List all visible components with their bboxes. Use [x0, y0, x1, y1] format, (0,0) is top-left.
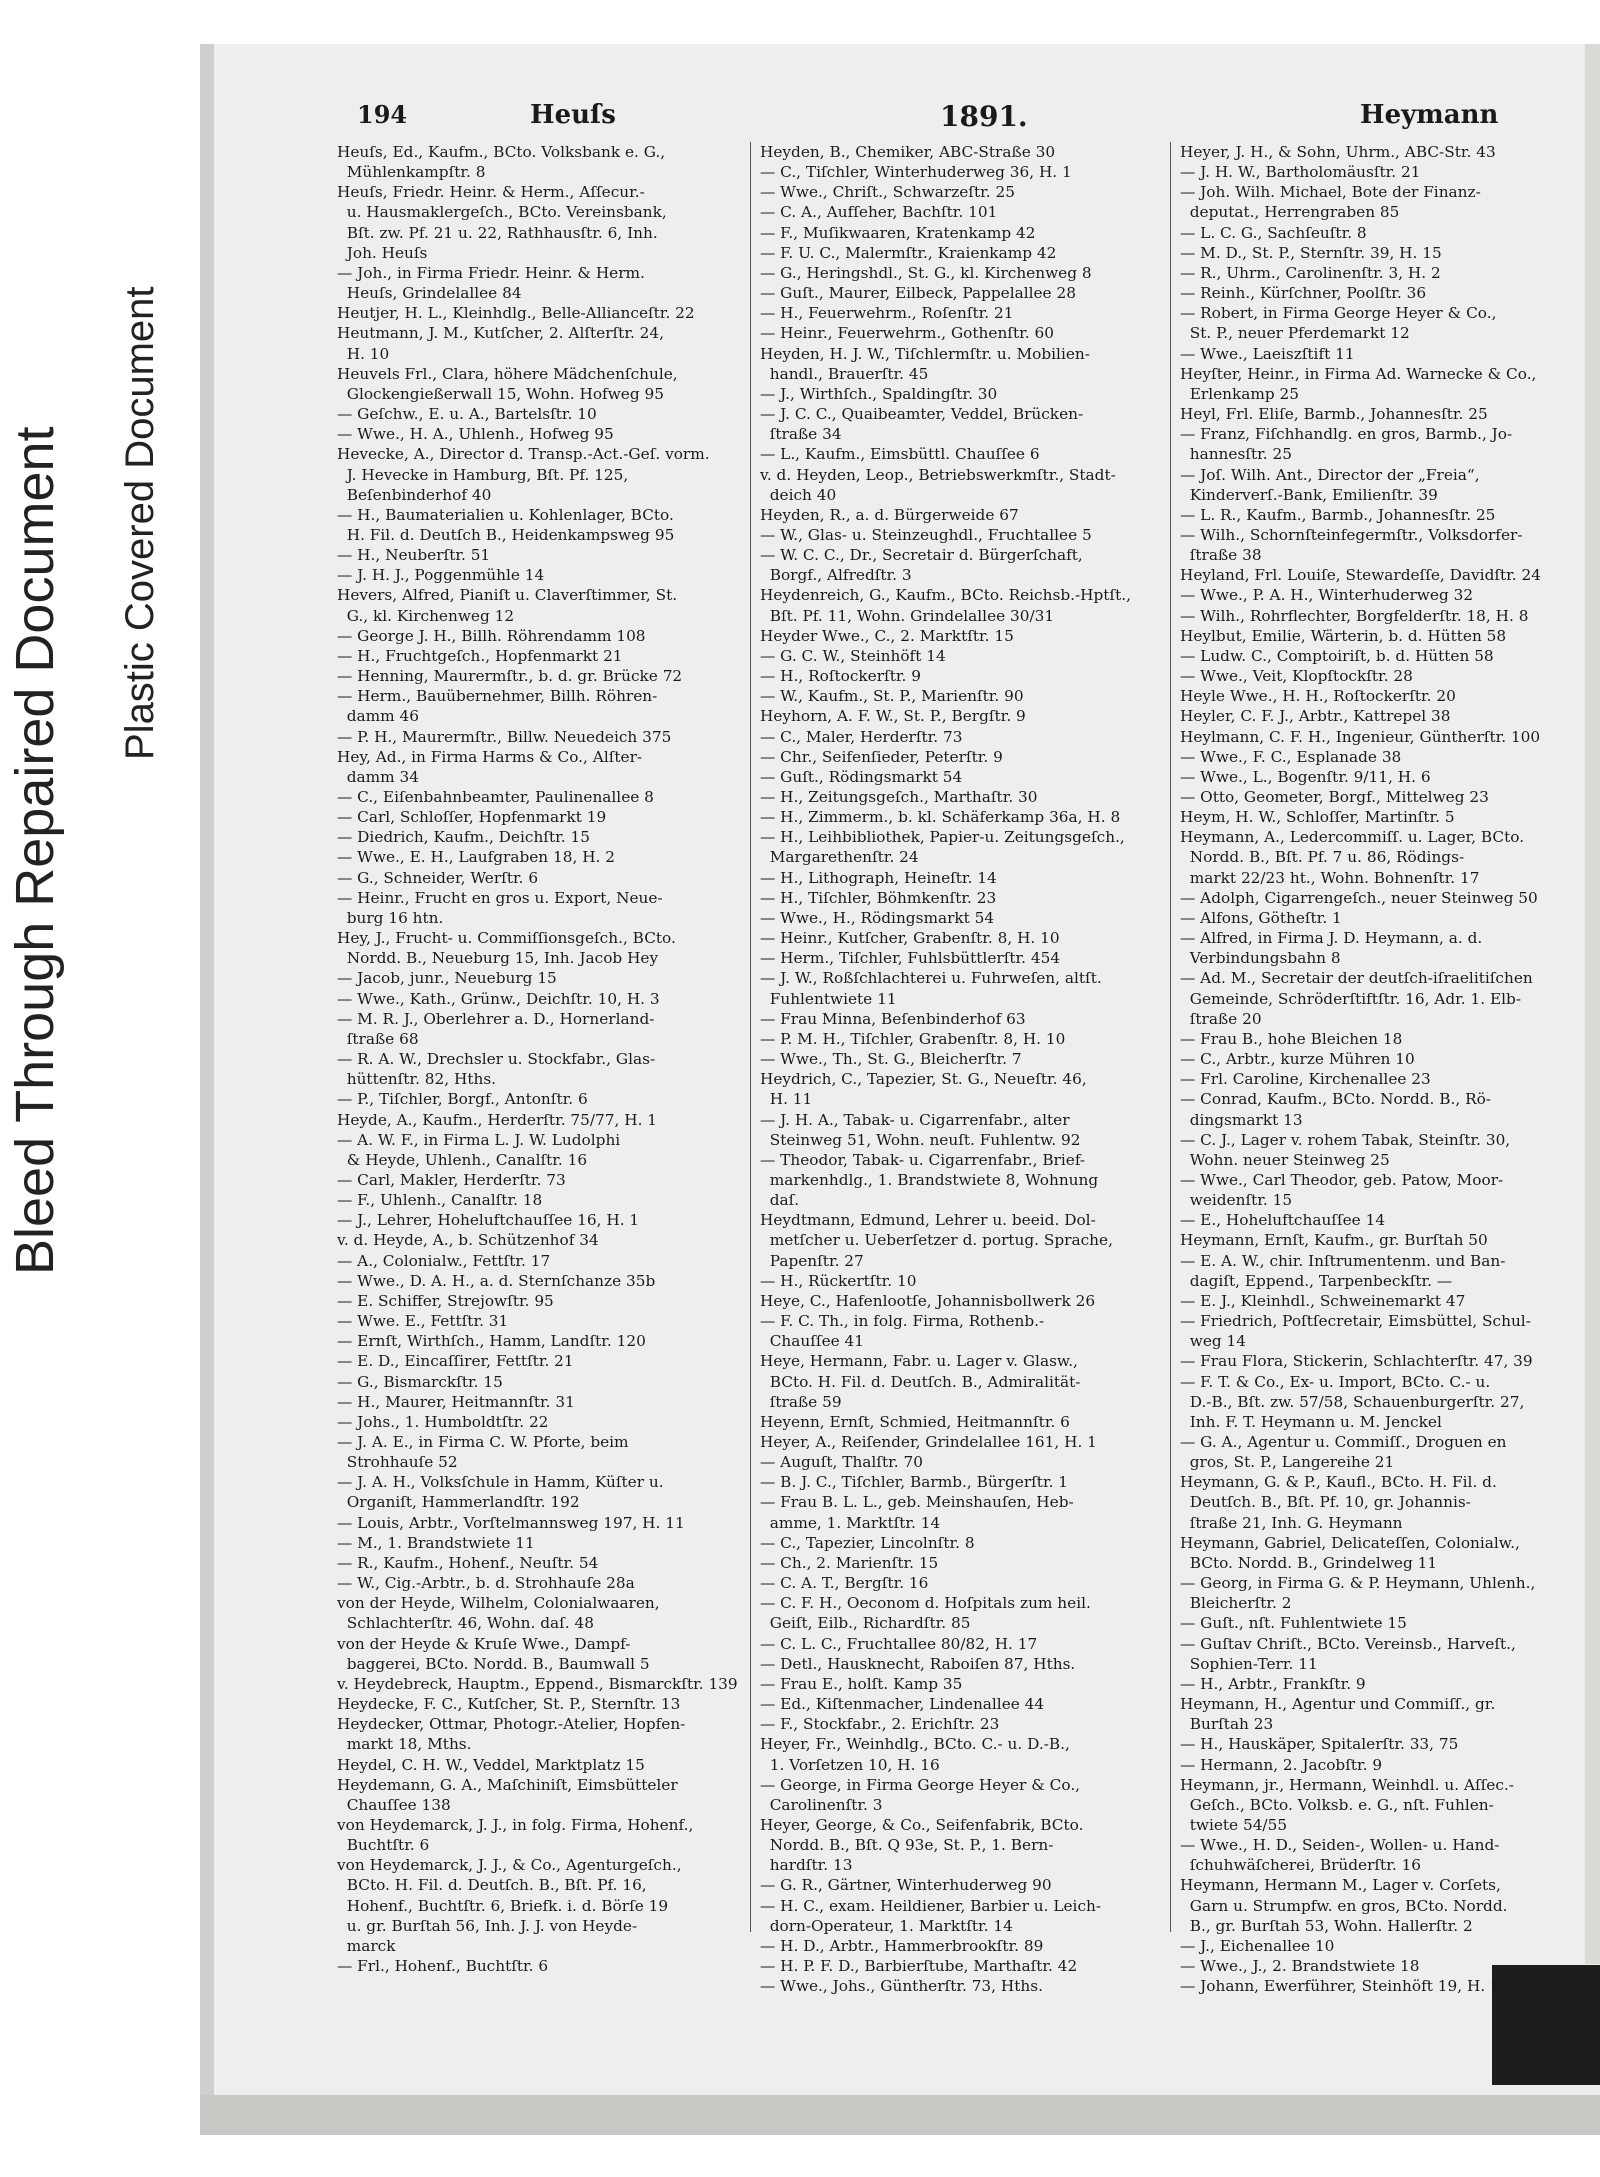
directory-entry: Joh. Heuſs — [337, 243, 428, 262]
directory-entry: — E., Hoheluftchauſſee 14 — [1180, 1211, 1386, 1230]
directory-entry: — H. D., Arbtr., Hammerbrookſtr. 89 — [760, 1936, 1044, 1955]
directory-entry: — Guſt., nſt. Fuhlentwiete 15 — [1180, 1614, 1407, 1633]
directory-entry: Chauſſee 41 — [760, 1332, 865, 1351]
directory-entry: BCto. Nordd. B., Grindelweg 11 — [1180, 1553, 1438, 1572]
directory-entry: — Georg, in Firma G. & P. Heymann, Uhlenh., — [1180, 1574, 1536, 1593]
directory-entry: — Chr., Seifenſieder, Peterſtr. 9 — [760, 747, 1003, 766]
directory-entry: — W., Kaufm., St. P., Marienſtr. 90 — [760, 687, 1024, 706]
directory-entry: gros, St. P., Langereihe 21 — [1180, 1453, 1395, 1472]
directory-entry: Hey, Ad., in Firma Harms & Co., Alſter- — [337, 747, 643, 766]
directory-entry: Heyl, Frl. Eliſe, Barmb., Johannesſtr. 25 — [1180, 405, 1488, 424]
directory-entry: — H., Arbtr., Frankſtr. 9 — [1180, 1674, 1366, 1693]
directory-entry: — H., Zimmerm., b. kl. Schäferkamp 36a, H. 8 — [760, 808, 1121, 827]
directory-entry: Heutmann, J. M., Kutſcher, 2. Alſterſtr. 24, — [337, 324, 665, 343]
directory-entry: damm 46 — [337, 707, 419, 726]
directory-entry: — H. P. F. D., Barbierſtube, Marthaſtr. 42 — [760, 1957, 1078, 1976]
directory-entry: — C., Tapezier, Lincolnſtr. 8 — [760, 1533, 975, 1552]
directory-entry: Heyde, A., Kaufm., Herderſtr. 75/77, H. 1 — [337, 1110, 658, 1129]
directory-entry: — L., Kaufm., Eimsbüttl. Chauſſee 6 — [760, 445, 1040, 464]
directory-entry: — Johs., 1. Humboldtſtr. 22 — [337, 1412, 549, 1431]
directory-entry: Heymann, jr., Hermann, Weinhdl. u. Aſſec.- — [1180, 1775, 1514, 1794]
directory-entry: — F., Muſikwaaren, Kratenkamp 42 — [760, 223, 1036, 242]
directory-entry: BCto. H. Fil. d. Deutſch. B., Bſt. Pf. 16, — [337, 1876, 647, 1895]
directory-entry: Heye, Hermann, Fabr. u. Lager v. Glasw., — [760, 1352, 1078, 1371]
directory-entry: — J. W., Roßſchlachterei u. Fuhrweſen, altſt. — [760, 969, 1102, 988]
directory-entry: Heydrich, C., Tapezier, St. G., Neueſtr. 46, — [760, 1070, 1087, 1089]
directory-entry: — Ludw. C., Comptoiriſt, b. d. Hütten 58 — [1180, 646, 1494, 665]
directory-entry: — J. A. H., Volksſchule in Hamm, Küſter u. — [337, 1473, 664, 1492]
directory-entry: — Wwe., J., 2. Brandstwiete 18 — [1180, 1957, 1420, 1976]
directory-entry: — Ed., Kiſtenmacher, Lindenallee 44 — [760, 1695, 1045, 1714]
directory-entry: Hey, J., Frucht- u. Commiſſionsgeſch., BCto. — [337, 929, 676, 948]
directory-entry: Steinweg 51, Wohn. neuſt. Fuhlentw. 92 — [760, 1130, 1081, 1149]
directory-entry: — A. W. F., in Firma L. J. W. Ludolphi — [337, 1130, 621, 1149]
directory-entry: hüttenſtr. 82, Hths. — [337, 1070, 497, 1089]
directory-entry: — C. L. C., Fruchtallee 80/82, H. 17 — [760, 1634, 1038, 1653]
directory-entry: Fuhlentwiete 11 — [760, 989, 897, 1008]
directory-entry: — W., Cig.-Arbtr., b. d. Strohhauſe 28a — [337, 1574, 635, 1593]
directory-entry: Bſt. zw. Pf. 21 u. 22, Rathhausſtr. 6, Inh. — [337, 223, 658, 242]
directory-entry: — Ad. M., Secretair der deutſch-iſraelitiſchen — [1180, 969, 1533, 988]
directory-entry: — Wwe., E. H., Laufgraben 18, H. 2 — [337, 848, 615, 867]
directory-entry: dorn-Operateur, 1. Marktſtr. 14 — [760, 1916, 1013, 1935]
directory-entry: — G., Bismarckſtr. 15 — [337, 1372, 503, 1391]
directory-entry: Schlachterſtr. 46, Wohn. daſ. 48 — [337, 1614, 595, 1633]
directory-entry: — L. R., Kaufm., Barmb., Johannesſtr. 25 — [1180, 505, 1496, 524]
directory-entry: — R., Kaufm., Hohenf., Neuſtr. 54 — [337, 1553, 599, 1572]
directory-entry: — Wwe., Kath., Grünw., Deichſtr. 10, H. 3 — [337, 989, 660, 1008]
directory-entry: Heymann, Ernſt, Kaufm., gr. Burſtah 50 — [1180, 1231, 1488, 1250]
directory-entry: — Auguſt, Thalſtr. 70 — [760, 1453, 923, 1472]
directory-entry: — B. J. C., Tiſchler, Barmb., Bürgerſtr. 1 — [760, 1473, 1069, 1492]
directory-entry: Heutjer, H. L., Kleinhdlg., Belle-Allianceſtr. 22 — [337, 304, 695, 323]
directory-entry: — Henning, Maurermſtr., b. d. gr. Brücke 72 — [337, 667, 683, 686]
directory-entry: Hohenf., Buchtſtr. 6, Briefk. i. d. Börſe 19 — [337, 1896, 669, 1915]
directory-entry: ſtraße 68 — [337, 1029, 419, 1048]
directory-entry: — Geſchw., E. u. A., Bartelsſtr. 10 — [337, 405, 597, 424]
directory-entry: — Wilh., Rohrflechter, Borgfelderſtr. 18, H. 8 — [1180, 606, 1529, 625]
directory-entry: Nordd. B., Bſt. Q 93e, St. P., 1. Bern- — [760, 1836, 1054, 1855]
directory-entry: — C., Maler, Herderſtr. 73 — [760, 727, 963, 746]
directory-entry: D.-B., Bſt. zw. 57/58, Schauenburgerſtr. 27, — [1180, 1392, 1525, 1411]
directory-entry: Heyden, R., a. d. Bürgerweide 67 — [760, 505, 1019, 524]
directory-entry: markenhdlg., 1. Brandstwiete 8, Wohnung — [760, 1170, 1099, 1189]
directory-entry: ſtraße 38 — [1180, 546, 1262, 565]
directory-entry: — Wilh., Schornſteinfegermſtr., Volksdorfer- — [1180, 525, 1523, 544]
directory-entry: — J. A. E., in Firma C. W. Pforte, beim — [337, 1433, 629, 1451]
directory-entry: Verbindungsbahn 8 — [1180, 949, 1341, 968]
directory-entry: — H., Tiſchler, Böhmkenſtr. 23 — [760, 888, 997, 907]
directory-entry: Geiſt, Eilb., Richardſtr. 85 — [760, 1614, 971, 1633]
directory-entry: damm 34 — [337, 767, 419, 786]
directory-entry: dingsmarkt 13 — [1180, 1110, 1303, 1129]
directory-entry: — H., Lithograph, Heineſtr. 14 — [760, 868, 997, 887]
directory-entry: Heyer, George, & Co., Seifenfabrik, BCto. — [760, 1815, 1084, 1834]
directory-entry: Borgf., Alfredſtr. 3 — [760, 566, 912, 585]
directory-entry: — Johann, Ewerführer, Steinhöft 19, H. 1 — [1180, 1977, 1500, 1996]
directory-column-1 — [337, 142, 739, 2002]
directory-entry: — H., Baumaterialien u. Kohlenlager, BCto. — [337, 505, 674, 524]
directory-entry: Heyle Wwe., H. H., Roſtockerſtr. 20 — [1180, 687, 1456, 706]
directory-entry: Inh. F. T. Heymann u. M. Jenckel — [1180, 1412, 1442, 1431]
directory-entry: — F. T. & Co., Ex- u. Import, BCto. C.- u. — [1180, 1372, 1491, 1391]
directory-entry: — C. F. H., Oeconom d. Hoſpitals zum heil. — [760, 1594, 1091, 1613]
directory-entry: — W. C. C., Dr., Secretair d. Bürgerſchaft, — [760, 546, 1083, 565]
directory-entry: St. P., neuer Pferdemarkt 12 — [1180, 324, 1410, 343]
directory-entry: & Heyde, Uhlenh., Canalſtr. 16 — [337, 1150, 588, 1169]
directory-entry: dagiſt, Eppend., Tarpenbeckſtr. — — [1180, 1271, 1453, 1290]
directory-entry: — H., Zeitungsgeſch., Marthaſtr. 30 — [760, 788, 1038, 806]
directory-entry: — Ernſt, Wirthſch., Hamm, Landſtr. 120 — [337, 1332, 646, 1351]
directory-entry: Erlenkamp 25 — [1180, 384, 1300, 403]
directory-entry: — J. H. J., Poggenmühle 14 — [337, 566, 545, 585]
directory-entry: Heylmann, C. F. H., Ingenieur, Güntherſtr. 100 — [1180, 727, 1541, 746]
directory-entry: — J. H. A., Tabak- u. Cigarrenfabr., alter — [760, 1110, 1070, 1129]
directory-entry: — M., 1. Brandstwiete 11 — [337, 1533, 535, 1552]
directory-entry: — Conrad, Kaufm., BCto. Nordd. B., Rö- — [1180, 1090, 1492, 1109]
directory-entry: — R. A. W., Drechsler u. Stockfabr., Glas- — [337, 1050, 656, 1069]
directory-entry: von der Heyde, Wilhelm, Colonialwaaren, — [337, 1594, 660, 1613]
directory-entry: ſtraße 34 — [760, 425, 842, 444]
directory-column-3 — [1180, 142, 1582, 2002]
directory-entry: twiete 54/55 — [1180, 1815, 1288, 1834]
directory-entry: — Frau E., holſt. Kamp 35 — [760, 1674, 963, 1693]
directory-entry: Bſt. Pf. 11, Wohn. Grindelallee 30/31 — [760, 606, 1055, 625]
directory-entry: Geſch., BCto. Volksb. e. G., nſt. Fuhlen- — [1180, 1795, 1494, 1814]
directory-entry: — E. J., Kleinhdl., Schweinemarkt 47 — [1180, 1291, 1466, 1310]
directory-entry: Bleicherſtr. 2 — [1180, 1594, 1292, 1613]
directory-entry: Heydecke, F. C., Kutſcher, St. P., Sternſtr. 13 — [337, 1695, 681, 1714]
directory-entry: — H., Maurer, Heitmannſtr. 31 — [337, 1392, 575, 1411]
directory-entry: Heuſs, Grindelallee 84 — [337, 284, 522, 303]
directory-entry: Heuſs, Ed., Kaufm., BCto. Volksbank e. G., — [337, 143, 666, 161]
page-number: 194 — [357, 100, 408, 129]
directory-entry: — P. H., Maurermſtr., Billw. Neuedeich 375 — [337, 727, 672, 746]
directory-entry: Beſenbinderhof 40 — [337, 485, 492, 504]
directory-entry: Heymann, Gabriel, Delicateſſen, Colonialw., — [1180, 1533, 1520, 1552]
directory-entry: — Frau B. L. L., geb. Meinshauſen, Heb- — [760, 1493, 1074, 1512]
directory-entry: — Franz, Fiſchhandlg. en gros, Barmb., Jo- — [1180, 425, 1513, 444]
directory-entry: — Joh. Wilh. Michael, Bote der Finanz- — [1180, 183, 1481, 202]
directory-entry: — C., Tiſchler, Winterhuderweg 36, H. 1 — [760, 163, 1072, 182]
directory-entry: H. Fil. d. Deutſch B., Heidenkampsweg 95 — [337, 525, 675, 544]
directory-entry: — Adolph, Cigarrengeſch., neuer Steinweg 50 — [1180, 888, 1538, 907]
page-bottom-shadow — [200, 2095, 1600, 2135]
directory-entry: — G. A., Agentur u. Commiſſ., Droguen en — [1180, 1433, 1507, 1451]
directory-entry: — J., Lehrer, Hoheluftchauſſee 16, H. 1 — [337, 1211, 640, 1230]
directory-entry: Kinderverſ.-Bank, Emilienſtr. 39 — [1180, 485, 1438, 504]
directory-entry: weidenſtr. 15 — [1180, 1191, 1293, 1210]
directory-entry: — Wwe., L., Bogenſtr. 9/11, H. 6 — [1180, 767, 1431, 786]
directory-entry: Hevers, Alfred, Pianiſt u. Claverſtimmer, St. — [337, 586, 678, 605]
directory-entry: Heyer, A., Reiſender, Grindelallee 161, H. 1 — [760, 1433, 1097, 1451]
directory-entry: — E. Schiffer, Strejowſtr. 95 — [337, 1291, 554, 1310]
directory-entry: — H., Rückertſtr. 10 — [760, 1271, 917, 1290]
directory-entry: — Carl, Makler, Herderſtr. 73 — [337, 1170, 566, 1189]
directory-entry: — Robert, in Firma George Heyer & Co., — [1180, 304, 1497, 323]
directory-entry: — Joſ. Wilh. Ant., Director der „Freia“, — [1180, 465, 1480, 484]
directory-entry: Carolinenſtr. 3 — [760, 1795, 883, 1814]
directory-entry: — Jacob, junr., Neueburg 15 — [337, 969, 557, 988]
directory-entry: Strohhauſe 52 — [337, 1453, 458, 1472]
directory-entry: — Heinr., Feuerwehrm., Gothenſtr. 60 — [760, 324, 1054, 343]
directory-entry: Wohn. neuer Steinweg 25 — [1180, 1150, 1390, 1169]
column-divider — [750, 142, 751, 1932]
directory-entry: — J., Eichenallee 10 — [1180, 1936, 1335, 1955]
directory-entry: v. d. Heyden, Leop., Betriebswerkmſtr., Stadt- — [760, 465, 1116, 484]
directory-entry: — C. A. T., Bergſtr. 16 — [760, 1574, 929, 1593]
directory-entry: — E. A. W., chir. Inſtrumentenm. und Ban- — [1180, 1251, 1506, 1270]
directory-entry: — H., Neuberſtr. 51 — [337, 546, 491, 565]
directory-entry: amme, 1. Marktſtr. 14 — [760, 1513, 941, 1532]
directory-entry: deputat., Herrengraben 85 — [1180, 203, 1400, 222]
side-label-plastic-covered: Plastic Covered Document — [118, 286, 162, 760]
directory-entry: G., kl. Kirchenweg 12 — [337, 606, 515, 625]
directory-entry: weg 14 — [1180, 1332, 1246, 1351]
directory-entry: — Louis, Arbtr., Vorſtelmannsweg 197, H. 11 — [337, 1513, 685, 1532]
directory-entry: — Frau Flora, Stickerin, Schlachterſtr. 47, 39 — [1180, 1352, 1533, 1371]
directory-entry: Nordd. B., Bſt. Pf. 7 u. 86, Rödings- — [1180, 848, 1465, 867]
directory-entry: — H., Hauskäper, Spitalerſtr. 33, 75 — [1180, 1735, 1459, 1754]
directory-entry: ſtraße 20 — [1180, 1009, 1262, 1028]
directory-entry: Heydenreich, G., Kaufm., BCto. Reichsb.-Hptſt., — [760, 586, 1131, 605]
directory-entry: handl., Brauerſtr. 45 — [760, 364, 929, 383]
directory-entry: u. gr. Burſtah 56, Inh. J. J. von Heyde- — [337, 1916, 638, 1935]
directory-entry: Heyhorn, A. F. W., St. P., Bergſtr. 9 — [760, 707, 1026, 726]
directory-entry: — Joh., in Firma Friedr. Heinr. & Herm. — [337, 263, 645, 282]
directory-entry: — Guſt., Rödingsmarkt 54 — [760, 767, 963, 786]
directory-entry: Papenſtr. 27 — [760, 1251, 864, 1270]
directory-entry: — Reinh., Kürſchner, Poolſtr. 36 — [1180, 284, 1427, 303]
directory-entry: Heyſter, Heinr., in Firma Ad. Warnecke & Co., — [1180, 364, 1537, 383]
directory-entry: — F. C. Th., in folg. Firma, Rothenb.- — [760, 1312, 1045, 1331]
directory-entry: ſtraße 21, Inh. G. Heymann — [1180, 1513, 1403, 1532]
directory-entry: Heyland, Frl. Louiſe, Stewardeſſe, Davidſtr. 24 — [1180, 566, 1542, 585]
directory-entry: — G. C. W., Steinhöft 14 — [760, 646, 946, 665]
directory-entry: Heydemann, G. A., Maſchiniſt, Eimsbütteler — [337, 1775, 678, 1794]
directory-entry: Glockengießerwall 15, Wohn. Hofweg 95 — [337, 384, 664, 403]
directory-entry: Heyer, Fr., Weinhdlg., BCto. C.- u. D.-B., — [760, 1735, 1070, 1754]
directory-entry: von Heydemarck, J. J., in folg. Firma, Hohenf., — [337, 1815, 694, 1834]
directory-entry: Heydtmann, Edmund, Lehrer u. beeid. Dol- — [760, 1211, 1096, 1230]
directory-entry: Gemeinde, Schröderſtiftſtr. 16, Adr. 1. Elb- — [1180, 989, 1521, 1008]
directory-entry: — Wwe., H. A., Uhlenh., Hofweg 95 — [337, 425, 614, 444]
directory-entry: — Theodor, Tabak- u. Cigarrenfabr., Brief- — [760, 1150, 1086, 1169]
directory-entry: — Wwe., H., Rödingsmarkt 54 — [760, 908, 995, 927]
directory-entry: Garn u. Strumpfw. en gros, BCto. Nordd. — [1180, 1896, 1508, 1915]
directory-entry: — Frl., Hohenf., Buchtſtr. 6 — [337, 1957, 549, 1976]
running-head-year: 1891. — [940, 100, 1028, 133]
directory-entry: — Otto, Geometer, Borgf., Mittelweg 23 — [1180, 788, 1489, 806]
directory-entry: Heye, C., Hafenlootſe, Johannisbollwerk 26 — [760, 1291, 1096, 1310]
directory-entry: — G. R., Gärtner, Winterhuderweg 90 — [760, 1876, 1052, 1895]
directory-entry: — C., Arbtr., kurze Mühren 10 — [1180, 1050, 1415, 1069]
directory-entry: — H., Feuerwehrm., Roſenſtr. 21 — [760, 304, 1014, 323]
directory-entry: von der Heyde & Kruſe Wwe., Dampf- — [337, 1634, 631, 1653]
directory-entry: marck — [337, 1936, 396, 1955]
directory-entry: markt 18, Mths. — [337, 1735, 472, 1754]
directory-entry: — Herm., Bauübernehmer, Billh. Röhren- — [337, 687, 658, 706]
directory-entry: — Herm., Tiſchler, Fuhlsbüttlerſtr. 454 — [760, 949, 1061, 968]
directory-entry: — H., Leihbibliothek, Papier-u. Zeitungsgeſch., — [760, 828, 1125, 847]
directory-entry: Heymann, A., Ledercommiſſ. u. Lager, BCto. — [1180, 828, 1525, 847]
directory-entry: markt 22/23 ht., Wohn. Bohnenſtr. 17 — [1180, 868, 1480, 887]
directory-entry: 1. Vorſetzen 10, H. 16 — [760, 1755, 940, 1774]
directory-entry: — Alfred, in Firma J. D. Heymann, a. d. — [1180, 929, 1483, 948]
directory-entry: — H., Fruchtgeſch., Hopfenmarkt 21 — [337, 646, 623, 665]
directory-entry: — Wwe., D. A. H., a. d. Sternſchanze 35b — [337, 1271, 656, 1290]
directory-entry: — George J. H., Billh. Röhrendamm 108 — [337, 626, 646, 645]
directory-entry: — C. J., Lager v. rohem Tabak, Steinſtr. 30, — [1180, 1130, 1511, 1149]
directory-entry: — A., Colonialw., Fettſtr. 17 — [337, 1251, 551, 1270]
directory-entry: Deutſch. B., Bſt. Pf. 10, gr. Johannis- — [1180, 1493, 1471, 1512]
directory-entry: — P., Tiſchler, Borgf., Antonſtr. 6 — [337, 1090, 588, 1109]
directory-entry: deich 40 — [760, 485, 837, 504]
directory-entry: H. 10 — [337, 344, 390, 363]
directory-entry: — P. M. H., Tiſchler, Grabenſtr. 8, H. 10 — [760, 1029, 1066, 1048]
directory-entry: hardſtr. 13 — [760, 1856, 853, 1875]
directory-entry: Mühlenkampſtr. 8 — [337, 163, 486, 182]
directory-entry: — Ch., 2. Marienſtr. 15 — [760, 1553, 939, 1572]
directory-entry: Nordd. B., Neueburg 15, Inh. Jacob Hey — [337, 949, 659, 968]
directory-entry: Organiſt, Hammerlandſtr. 192 — [337, 1493, 580, 1512]
directory-entry: Heyder Wwe., C., 2. Marktſtr. 15 — [760, 626, 1014, 645]
directory-entry: — G., Heringshdl., St. G., kl. Kirchenweg 8 — [760, 263, 1092, 282]
directory-entry: Heymann, H., Agentur und Commiſſ., gr. — [1180, 1695, 1496, 1714]
directory-entry: — Wwe., H. D., Seiden-, Wollen- u. Hand- — [1180, 1836, 1500, 1855]
directory-entry: H. 11 — [760, 1090, 813, 1109]
directory-entry: — Diedrich, Kaufm., Deichſtr. 15 — [337, 828, 590, 847]
directory-entry: — C. A., Aufſeher, Bachſtr. 101 — [760, 203, 998, 222]
directory-entry: ſtraße 59 — [760, 1392, 842, 1411]
directory-entry: burg 16 htn. — [337, 908, 444, 927]
directory-entry: — M. R. J., Oberlehrer a. D., Hornerland- — [337, 1009, 655, 1028]
directory-entry: Heyler, C. F. J., Arbtr., Kattrepel 38 — [1180, 707, 1451, 726]
directory-entry: — Wwe., Carl Theodor, geb. Patow, Moor- — [1180, 1170, 1504, 1189]
directory-entry: Sophien-Terr. 11 — [1180, 1654, 1318, 1673]
directory-entry: Heuſs, Friedr. Heinr. & Herm., Aſſecur.- — [337, 183, 645, 202]
directory-entry: — Guſtav Chriſt., BCto. Vereinsb., Harveſt., — [1180, 1634, 1516, 1653]
directory-entry: — Frau Minna, Beſenbinderhof 63 — [760, 1009, 1026, 1028]
directory-entry: — George, in Firma George Heyer & Co., — [760, 1775, 1081, 1794]
directory-entry: Heydel, C. H. W., Veddel, Marktplatz 15 — [337, 1755, 645, 1774]
page-right-border — [1585, 44, 1600, 1964]
directory-entry: — Frl. Caroline, Kirchenallee 23 — [1180, 1070, 1431, 1089]
directory-entry: — Heinr., Frucht en gros u. Export, Neue- — [337, 888, 663, 907]
directory-entry: — Frau B., hohe Bleichen 18 — [1180, 1029, 1403, 1048]
directory-entry: Heym, H. W., Schloſſer, Martinſtr. 5 — [1180, 808, 1455, 827]
directory-entry: — Heinr., Kutſcher, Grabenſtr. 8, H. 10 — [760, 929, 1060, 948]
running-head-right: Heymann — [1360, 100, 1499, 130]
directory-entry: Chauſſee 138 — [337, 1795, 451, 1814]
page-binding-edge — [200, 44, 214, 2134]
directory-entry: — L. C. G., Sachſeuſtr. 8 — [1180, 223, 1367, 242]
directory-entry: BCto. H. Fil. d. Deutſch. B., Admiralität- — [760, 1372, 1081, 1391]
directory-entry: B., gr. Burſtah 53, Wohn. Hallerſtr. 2 — [1180, 1916, 1473, 1935]
directory-entry: — Carl, Schloſſer, Hopfenmarkt 19 — [337, 808, 607, 827]
directory-entry: — J. C. C., Quaibeamter, Veddel, Brücken- — [760, 405, 1084, 424]
directory-entry: v. d. Heyde, A., b. Schützenhof 34 — [337, 1231, 599, 1250]
directory-entry: von Heydemarck, J. J., & Co., Agenturgeſch., — [337, 1856, 682, 1875]
directory-entry: J. Hevecke in Hamburg, Bſt. Pf. 125, — [337, 465, 629, 484]
directory-entry: — J. H. W., Bartholomäusſtr. 21 — [1180, 163, 1421, 182]
side-label-bleed-through: Bleed Through Repaired Document — [5, 426, 65, 1275]
directory-entry: daſ. — [760, 1191, 800, 1210]
directory-entry: — F., Stockfabr., 2. Erichſtr. 23 — [760, 1715, 1000, 1734]
directory-entry: Heymann, Hermann M., Lager v. Corſets, — [1180, 1876, 1501, 1895]
directory-entry: — W., Glas- u. Steinzeughdl., Fruchtallee 5 — [760, 525, 1092, 544]
directory-entry: — Wwe., Laeiszſtift 11 — [1180, 344, 1355, 363]
directory-entry: Heyden, B., Chemiker, ABC-Straße 30 — [760, 143, 1056, 161]
directory-entry: — R., Uhrm., Carolinenſtr. 3, H. 2 — [1180, 263, 1441, 282]
directory-entry: — Wwe., P. A. H., Winterhuderweg 32 — [1180, 586, 1474, 605]
directory-entry: — Hermann, 2. Jacobſtr. 9 — [1180, 1755, 1383, 1774]
directory-entry: — Guſt., Maurer, Eilbeck, Pappelallee 28 — [760, 284, 1076, 303]
directory-entry: — Wwe., Johs., Güntherſtr. 73, Hths. — [760, 1977, 1043, 1996]
directory-entry: — G., Schneider, Werſtr. 6 — [337, 868, 539, 887]
directory-entry: — Wwe., F. C., Esplanade 38 — [1180, 747, 1402, 766]
directory-entry: — Wwe., Veit, Klopſtockſtr. 28 — [1180, 667, 1413, 686]
directory-entry: Hevecke, A., Director d. Transp.-Act.-Geſ. vorm. — [337, 445, 710, 464]
directory-entry: — H., Roſtockerſtr. 9 — [760, 667, 921, 686]
directory-entry: v. Heydebreck, Hauptm., Eppend., Bismarckſtr. 139 — [337, 1674, 738, 1693]
directory-entry: Heyden, H. J. W., Tiſchlermſtr. u. Mobilien- — [760, 344, 1090, 363]
column-divider — [1170, 142, 1171, 1932]
directory-entry: Heymann, G. & P., Kaufl., BCto. H. Fil. d. — [1180, 1473, 1497, 1492]
directory-entry: — Wwe., Th., St. G., Bleicherſtr. 7 — [760, 1050, 1022, 1069]
directory-entry: — H. C., exam. Heildiener, Barbier u. Leich- — [760, 1896, 1102, 1915]
directory-entry: ſchuhwäſcherei, Brüderſtr. 16 — [1180, 1856, 1422, 1875]
directory-entry: Margarethenſtr. 24 — [760, 848, 919, 867]
directory-entry: — Detl., Hausknecht, Raboiſen 87, Hths. — [760, 1654, 1076, 1673]
directory-column-2 — [760, 142, 1162, 2002]
directory-entry: — Alfons, Götheſtr. 1 — [1180, 908, 1342, 927]
directory-entry: metſcher u. Ueberſetzer d. portug. Sprache, — [760, 1231, 1113, 1250]
directory-entry: hannesſtr. 25 — [1180, 445, 1292, 464]
directory-entry: u. Hausmaklergeſch., BCto. Vereinsbank, — [337, 203, 667, 222]
directory-entry: — M. D., St. P., Sternſtr. 39, H. 15 — [1180, 243, 1442, 262]
directory-entry: — E. D., Eincaſſirer, Fettſtr. 21 — [337, 1352, 574, 1371]
directory-entry: — Wwe. E., Fettſtr. 31 — [337, 1312, 509, 1331]
directory-entry: Heyenn, Ernſt, Schmied, Heitmannſtr. 6 — [760, 1412, 1070, 1431]
directory-entry: baggerei, BCto. Nordd. B., Baumwall 5 — [337, 1654, 650, 1673]
directory-entry: — Friedrich, Poſtſecretair, Eimsbüttel, Schul- — [1180, 1312, 1531, 1331]
directory-entry: Heuvels Frl., Clara, höhere Mädchenſchule, — [337, 364, 678, 383]
directory-entry: — F. U. C., Malermſtr., Kraienkamp 42 — [760, 243, 1057, 262]
directory-entry: — F., Uhlenh., Canalſtr. 18 — [337, 1191, 543, 1210]
directory-entry: Burſtah 23 — [1180, 1715, 1274, 1734]
directory-entry: Buchtſtr. 6 — [337, 1836, 430, 1855]
directory-entry: Heyer, J. H., & Sohn, Uhrm., ABC-Str. 43 — [1180, 143, 1496, 161]
directory-entry: Heylbut, Emilie, Wärterin, b. d. Hütten 58 — [1180, 626, 1507, 645]
directory-entry: — J., Wirthſch., Spaldingſtr. 30 — [760, 384, 998, 403]
running-head-left: Heuſs — [530, 100, 616, 130]
directory-entry: Heydecker, Ottmar, Photogr.-Atelier, Hopfen- — [337, 1715, 686, 1734]
directory-entry: — Wwe., Chriſt., Schwarzeſtr. 25 — [760, 183, 1015, 202]
directory-entry: — C., Eiſenbahnbeamter, Paulinenallee 8 — [337, 788, 654, 806]
